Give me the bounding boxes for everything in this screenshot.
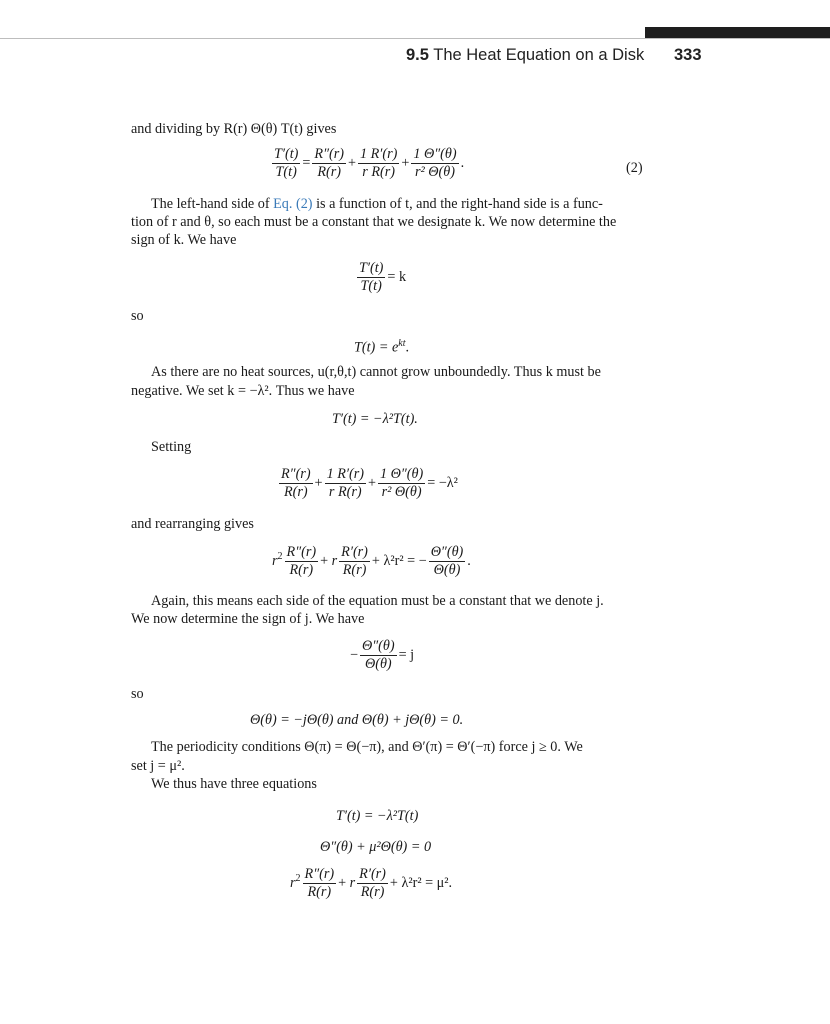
exponent: kt <box>398 338 406 349</box>
fraction-denominator: r² Θ(θ) <box>381 484 422 500</box>
page-number: 333 <box>674 46 702 64</box>
text-line: so <box>131 308 144 324</box>
equation-2: $\frac{T'(t)}{T(t)}$ = $\frac{R''(r)}{R(r)}$ + $\frac{1 R'(r)}{\text{r R(r)}}$ + $\frac{1 \Theta''(\theta)}{\text{r² Θ(θ)}}$ . <box>274 146 465 180</box>
text-line: sign of k. We have <box>131 232 237 248</box>
fraction-denominator: R(r) <box>289 562 314 578</box>
fraction-numerator: 1 Θ″(θ) <box>413 146 457 162</box>
running-head <box>406 46 706 68</box>
fraction-numerator: Θ″(θ) <box>362 638 395 654</box>
text-line: We thus have three equations <box>151 776 317 792</box>
fraction-denominator: r R(r) <box>362 164 396 180</box>
section-title: The Heat Equation on a Disk <box>433 46 645 64</box>
equation-setting: $\frac{R''(r)}{R(r)}$ + $\frac{1 R'(r)}{\text{r R(r)}}$ + $\frac{1 \Theta''(\theta)}{\text{r² Θ(θ)}}$ = −λ² <box>281 466 458 500</box>
fraction-denominator: R(r) <box>342 562 367 578</box>
section-number: 9.5 <box>406 46 429 64</box>
text-line: negative. We set k = −λ². Thus we have <box>131 383 355 399</box>
fraction-numerator: R′(r) <box>359 866 386 882</box>
text-run: is a function of t, and the right-hand side is a func- <box>312 196 603 212</box>
equation-rhs: + λ²r² = μ². <box>389 874 453 891</box>
equation-system-2: Θ″(θ) + μ²Θ(θ) = 0 <box>320 839 432 855</box>
fraction-numerator: T′(t) <box>359 260 384 276</box>
fraction-numerator: Θ″(θ) <box>430 544 464 560</box>
text-line <box>151 195 603 213</box>
fraction-numerator: R″(r) <box>304 866 335 882</box>
equation-link[interactable]: Eq. (2) <box>273 196 313 212</box>
equation-exponential: $T(t) = e^{kt}$. <box>354 338 410 356</box>
text-line: set j = μ². <box>131 758 185 774</box>
fraction-numerator: 1 R′(r) <box>359 146 398 162</box>
equation-tprime: T′(t) = −λ²T(t). <box>332 411 418 427</box>
fraction-numerator: 1 Θ″(θ) <box>379 466 424 482</box>
text-line: We now determine the sign of j. We have <box>131 611 365 627</box>
equation-j: − $\frac{\Theta''(\theta)}{\Theta(\theta)}$ = j <box>350 638 415 672</box>
text-run: The left-hand side of <box>151 196 274 212</box>
text-line: Setting <box>151 439 192 455</box>
fraction-denominator: Θ(θ) <box>364 656 392 672</box>
equation-k <box>355 260 406 295</box>
equation-rearranged: $r^2$ $\frac{R''(r)}{R(r)}$ + r $\frac{R'(r)}{R(r)}$ + λ²r² = − $\frac{\Theta''(\theta)}{\Theta(\theta)}$ . <box>272 544 471 578</box>
text-line: and rearranging gives <box>131 516 254 532</box>
fraction-numerator: 1 R′(r) <box>326 466 364 482</box>
fraction-denominator: T(t) <box>360 278 382 294</box>
text-line: tion of r and θ, so each must be a constant that we designate k. We now determine the <box>131 214 617 230</box>
equation-rhs: = −λ² <box>427 474 458 491</box>
fraction-denominator: r R(r) <box>328 484 362 500</box>
text-line: As there are no heat sources, u(r,θ,t) cannot grow unboundedly. Thus k must be <box>151 364 601 380</box>
equation-number: (2) <box>626 160 643 176</box>
text-line: so <box>131 686 144 702</box>
fraction-denominator: r² Θ(θ) <box>414 164 455 180</box>
fraction-denominator: R(r) <box>307 884 332 900</box>
fraction-numerator: R″(r) <box>286 544 317 560</box>
equation-rhs: = j <box>398 646 415 663</box>
fraction-denominator: R(r) <box>317 164 341 180</box>
text-line: and dividing by R(r) Θ(θ) T(t) gives <box>131 121 337 137</box>
fraction-numerator: R″(r) <box>314 146 344 162</box>
equation-text: T(t) = e <box>354 339 399 356</box>
equation-middle: + λ²r² = − <box>371 552 427 569</box>
fraction-denominator: Θ(θ) <box>433 562 461 578</box>
text-line: The periodicity conditions Θ(π) = Θ(−π), and Θ′(π) = Θ′(−π) force j ≥ 0. We <box>151 739 583 755</box>
equation-theta: Θ(θ) = −jΘ(θ) and Θ(θ) + jΘ(θ) = 0. <box>250 712 464 728</box>
fraction-denominator: R(r) <box>360 884 385 900</box>
fraction-denominator: T(t) <box>275 164 297 180</box>
equation-system-3: $r^2$ $\frac{R''(r)}{R(r)}$ + r $\frac{R'(r)}{R(r)}$ + λ²r² = μ². <box>290 866 453 900</box>
equation-rhs: = k <box>387 268 407 285</box>
fraction-numerator: R′(r) <box>341 544 368 560</box>
equation-system-1: T′(t) = −λ²T(t) <box>336 808 419 824</box>
text-line: Again, this means each side of the equation must be a constant that we denote j. <box>151 593 604 609</box>
header-rule <box>0 38 830 39</box>
fraction-numerator: R″(r) <box>281 466 311 482</box>
fraction-denominator: R(r) <box>283 484 308 500</box>
fraction-numerator: T′(t) <box>274 146 299 162</box>
top-accent-bar <box>645 27 830 38</box>
